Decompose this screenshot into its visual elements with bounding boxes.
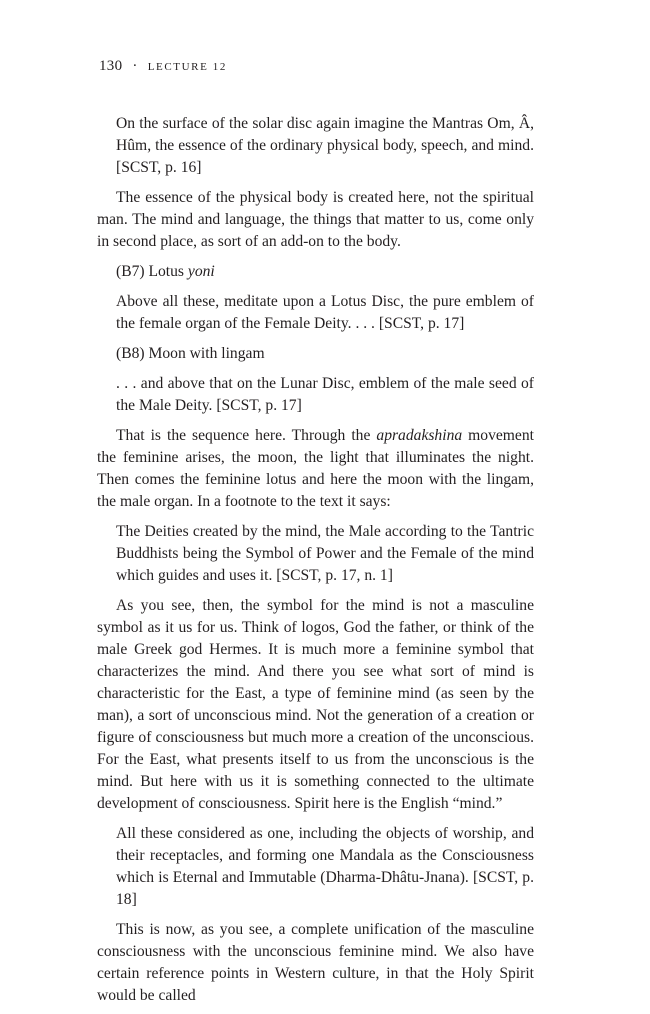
- section-label-b7-text: (B7) Lotus: [116, 263, 188, 280]
- body-text: [97, 113, 534, 1014]
- block-quote-lunar: . . . and above that on the Lunar Disc, emblem of the male seed of the Male Deity. [SCST, p. 17]: [116, 375, 534, 414]
- section-label-b8: (B8) Moon with lingam: [116, 345, 265, 362]
- section-label-b7: [116, 261, 534, 283]
- section-label-b7-italic: yoni: [187, 263, 215, 280]
- paragraph-symbol-mind: As you see, then, the symbol for the mind is not a masculine symbol as it us for us. Think of logos, God the father, or think of the male Greek god Hermes. It is much more a feminine symbol that characterizes the mind. And there you see what sort of mind is characteristic for the East, a type of feminine mind (as seen by the man), a sort of unconscious mind. Not the generation of a creation or figure of consciousness but much more a creation of the unconscious. For the East, what presents itself to us from the unconscious is the mind. But here with us it is something connected to the ultimate development of consciousness. Spirit here is the English “mind.”: [97, 597, 534, 812]
- block-quote-mandala: All these considered as one, including the objects of worship, and their receptacles, and forming one Mandala as the Consciousness which is Eternal and Immutable (Dharma-Dhâtu-Jnana). [SCST, p. 18]: [116, 825, 534, 908]
- block-quote-mantras: On the surface of the solar disc again imagine the Mantras Om, Â, Hûm, the essence of the ordinary physical body, speech, and mind. [SCST, p. 16]: [116, 115, 534, 176]
- header-separator: ·: [132, 58, 138, 74]
- paragraph-sequence-text-2: movement the feminine arises, the moon, the light that illuminates the night. Then comes the feminine lotus and here the moon with the lingam, the male organ. In a footnote to the text it says:: [97, 427, 534, 510]
- paragraph-essence: The essence of the physical body is created here, not the spiritual man. The mind and language, the things that matter to us, come only in second place, as sort of an add-on to the body.: [97, 189, 534, 250]
- running-head: [99, 56, 227, 77]
- paragraph-unification: This is now, as you see, a complete unification of the masculine consciousness with the unconscious feminine mind. We also have certain reference points in Western culture, in that the Holy Spirit would be called: [97, 921, 534, 1004]
- page-number: 130: [99, 58, 123, 74]
- paragraph-sequence-text-1: That is the sequence here. Through the: [116, 427, 377, 444]
- paragraph-sequence-italic: apradakshina: [376, 427, 463, 444]
- block-quote-lotus: Above all these, meditate upon a Lotus Disc, the pure emblem of the female organ of the Female Deity. . . . [SCST, p. 17]: [116, 293, 534, 332]
- block-quote-deities: The Deities created by the mind, the Male according to the Tantric Buddhists being the Symbol of Power and the Female of the mind which guides and uses it. [SCST, p. 17, n. 1]: [116, 523, 534, 584]
- paragraph-sequence: [97, 425, 534, 513]
- running-title: LECTURE 12: [147, 61, 227, 73]
